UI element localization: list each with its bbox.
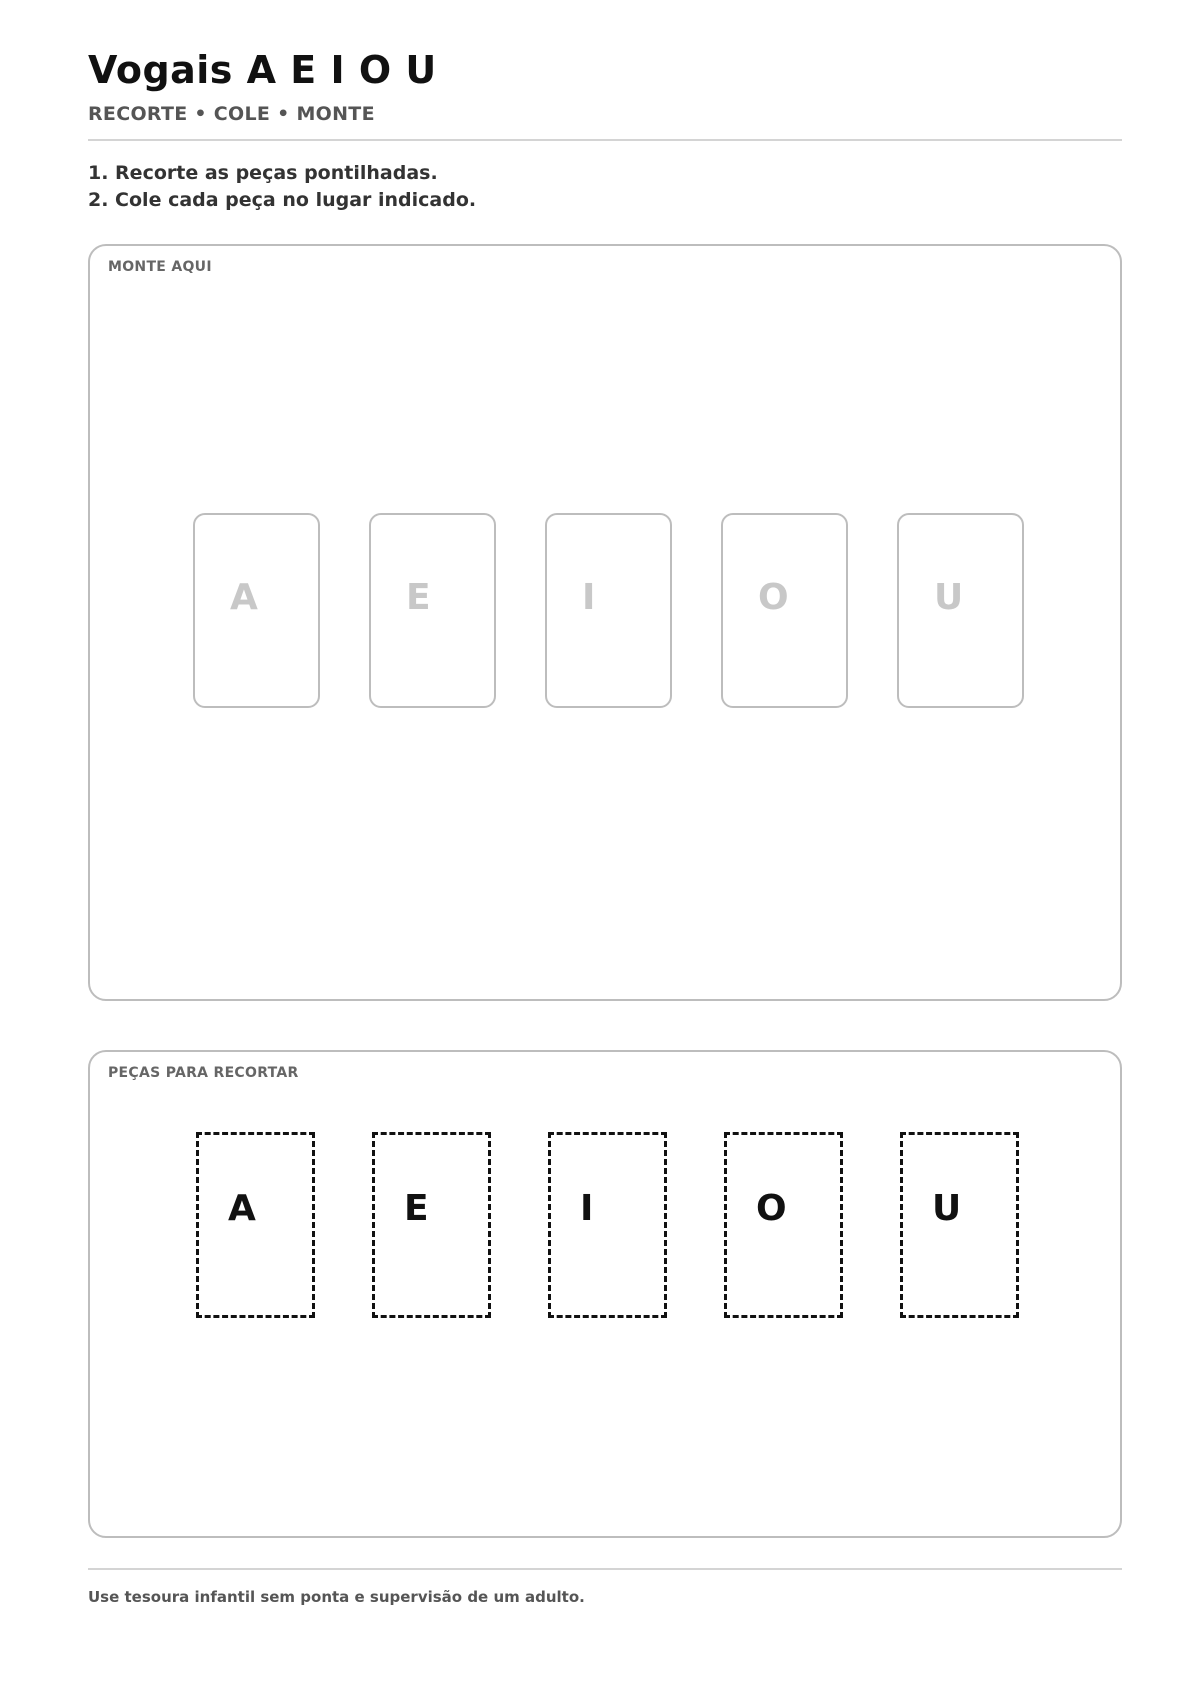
safety-note: Use tesoura infantil sem ponta e supervisão de um adulto.	[88, 1588, 585, 1606]
instruction-step-1: 1. Recorte as peças pontilhadas.	[88, 162, 438, 184]
slot-letter: O	[758, 577, 789, 618]
assemble-area-label: MONTE AQUI	[108, 259, 212, 275]
slot-a	[193, 513, 320, 708]
slot-letter: A	[230, 577, 258, 618]
slot-e	[369, 513, 496, 708]
instruction-step-2: 2. Cole cada peça no lugar indicado.	[88, 189, 477, 211]
slot-letter: U	[934, 577, 964, 618]
piece-letter: I	[580, 1188, 594, 1229]
cutout-piece-e	[372, 1132, 491, 1318]
slot-u	[897, 513, 1024, 708]
piece-letter: E	[404, 1188, 429, 1229]
slot-letter: E	[406, 577, 431, 618]
page-title: Vogais A E I O U	[88, 48, 437, 92]
piece-letter: A	[228, 1188, 256, 1229]
footer-divider	[88, 1568, 1122, 1570]
header-divider	[88, 139, 1122, 141]
cutout-piece-o	[724, 1132, 843, 1318]
page-subtitle: RECORTE • COLE • MONTE	[88, 103, 375, 125]
slot-i	[545, 513, 672, 708]
cutout-area	[88, 1050, 1122, 1538]
instructions-list	[88, 160, 476, 214]
cutout-area-label: PEÇAS PARA RECORTAR	[108, 1065, 299, 1081]
cutout-piece-i	[548, 1132, 667, 1318]
slot-o	[721, 513, 848, 708]
assemble-area	[88, 244, 1122, 1001]
piece-letter: U	[932, 1188, 962, 1229]
cutout-piece-u	[900, 1132, 1019, 1318]
slot-letter: I	[582, 577, 596, 618]
cutout-piece-a	[196, 1132, 315, 1318]
piece-letter: O	[756, 1188, 787, 1229]
